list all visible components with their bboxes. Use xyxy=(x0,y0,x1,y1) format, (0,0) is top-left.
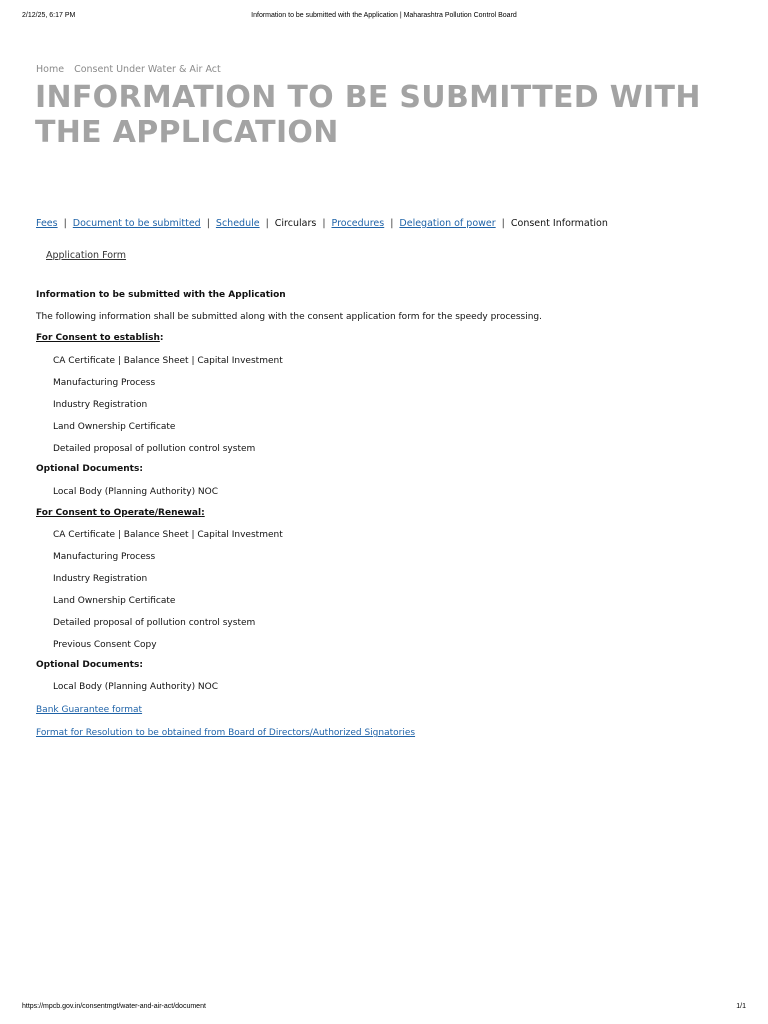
print-url: https://mpcb.gov.in/consentmgt/water-and-air-act/document xyxy=(22,1003,206,1010)
tab-separator: | xyxy=(501,218,505,229)
tab-consent-information[interactable]: Consent Information xyxy=(510,218,608,229)
list-item: Previous Consent Copy xyxy=(53,640,157,650)
list-item: Local Body (Planning Authority) NOC xyxy=(53,682,219,692)
tab-schedule[interactable]: Schedule xyxy=(215,218,260,229)
page-title: INFORMATION TO BE SUBMITTED WITH THE APPLICATION xyxy=(35,80,701,150)
resolution-format-link[interactable]: Format for Resolution to be obtained from Board of Directors/Authorized Signatories xyxy=(36,728,416,738)
page-number: 1/1 xyxy=(736,1003,746,1010)
tab-separator: | xyxy=(390,218,394,229)
tab-fees[interactable]: Fees xyxy=(36,218,58,229)
print-datetime: 2/12/25, 6:17 PM xyxy=(22,12,76,19)
breadcrumb-home[interactable]: Home xyxy=(36,64,65,75)
bank-guarantee-link[interactable]: Bank Guarantee format xyxy=(36,705,143,715)
section-heading: Information to be submitted with the Application xyxy=(36,290,286,300)
optional-heading: Optional Documents: xyxy=(36,464,143,474)
breadcrumb xyxy=(36,64,221,75)
tab-bar xyxy=(36,218,608,229)
breadcrumb-consent[interactable]: Consent Under Water & Air Act xyxy=(74,64,221,75)
tab-procedures[interactable]: Procedures xyxy=(331,218,385,229)
list-item: Land Ownership Certificate xyxy=(53,596,176,606)
list-item: Manufacturing Process xyxy=(53,378,156,388)
subtab-bar xyxy=(46,250,126,261)
tab-document-to-be-submitted[interactable]: Document to be submitted xyxy=(72,218,201,229)
tab-separator: | xyxy=(322,218,326,229)
list-item: Manufacturing Process xyxy=(53,552,156,562)
tab-circulars[interactable]: Circulars xyxy=(274,218,317,229)
list-item: Detailed proposal of pollution control system xyxy=(53,618,256,628)
tab-delegation-of-power[interactable]: Delegation of power xyxy=(399,218,496,229)
tab-separator: | xyxy=(265,218,269,229)
list-item: Industry Registration xyxy=(53,574,148,584)
list-item: CA Certificate | Balance Sheet | Capital Investment xyxy=(53,356,283,366)
tab-separator: | xyxy=(206,218,210,229)
subtab-application-form[interactable]: Application Form xyxy=(46,250,127,261)
operate-heading: For Consent to Operate/Renewal: xyxy=(36,508,205,518)
list-item: Detailed proposal of pollution control system xyxy=(53,444,256,454)
list-item: Industry Registration xyxy=(53,400,148,410)
list-item: CA Certificate | Balance Sheet | Capital Investment xyxy=(53,530,283,540)
print-title: Information to be submitted with the Application | Maharashtra Pollution Control Board xyxy=(251,12,517,19)
optional-heading: Optional Documents: xyxy=(36,660,143,670)
list-item: Land Ownership Certificate xyxy=(53,422,176,432)
tab-separator: | xyxy=(63,218,67,229)
intro-text: The following information shall be submitted along with the consent application form for the speedy processing. xyxy=(36,312,542,322)
list-item: Local Body (Planning Authority) NOC xyxy=(53,487,219,497)
establish-heading: For Consent to establish: xyxy=(36,333,164,343)
